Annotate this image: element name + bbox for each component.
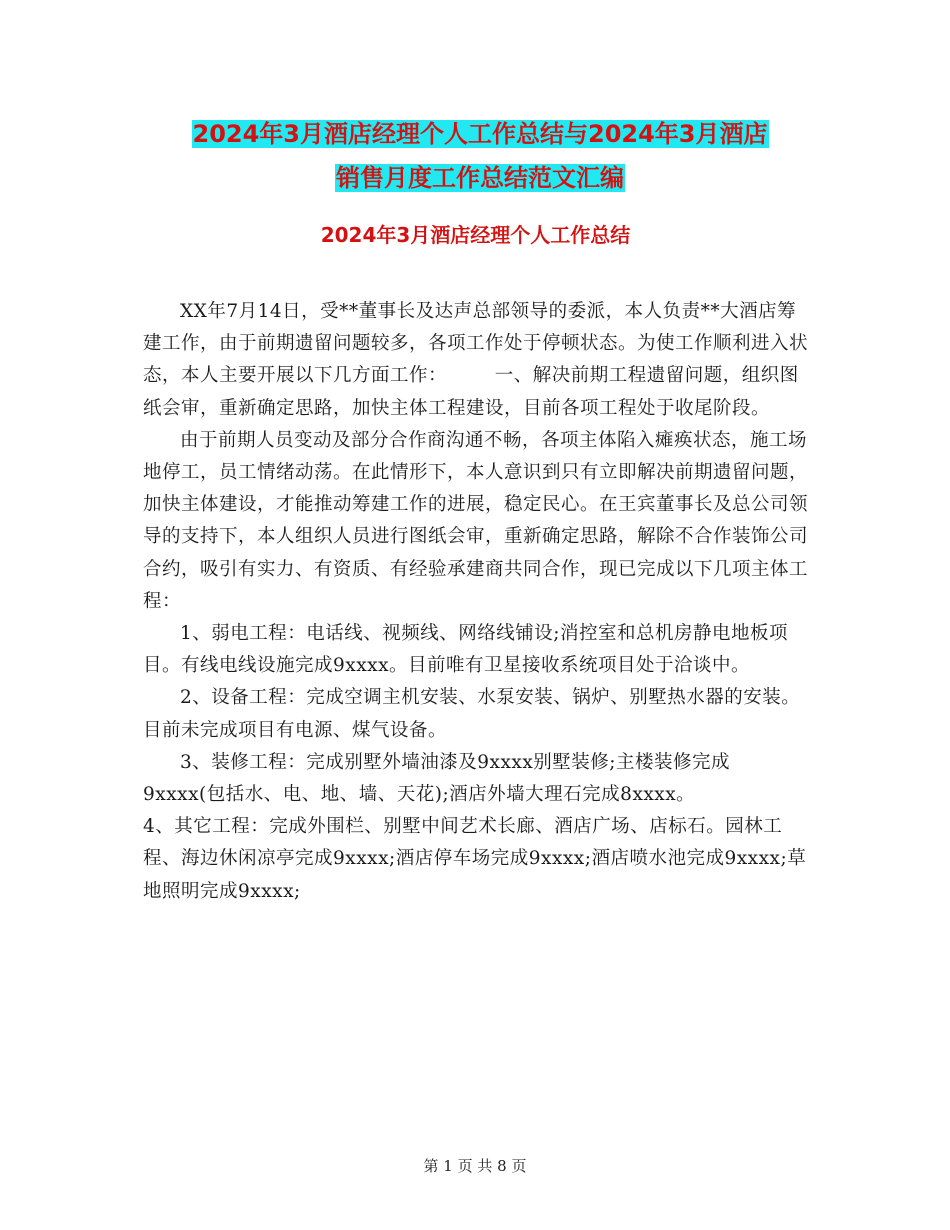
paragraph: 1、弱电工程：电话线、视频线、网络线铺设;消控室和总机房静电地板项目。有线电线设施完成9xxxx。目前唯有卫星接收系统项目处于洽谈中。 bbox=[143, 623, 789, 677]
title-line-2: 销售月度工作总结范文汇编 bbox=[336, 164, 624, 192]
paragraph: XX年7月14日，受**董事长及达声总部领导的委派，本人负责**大酒店筹建工作，由于前期遗留问题较多，各项工作处于停顿状态。为使工作顺利进入状态，本人主要开展以下几方面工作： 一、解决前期工程遗留问题，组织图纸会审，重新确定思路，加快主体工程建设，目前各项工程处于收尾阶段。 bbox=[143, 301, 809, 419]
paragraph: 4、其它工程：完成外围栏、别墅中间艺术长廊、酒店广场、店标石。园林工程、海边休闲凉亭完成9xxxx;酒店停车场完成9xxxx;酒店喷水池完成9xxxx;草地照明完成9xxxx; bbox=[143, 816, 807, 902]
title-line-1: 2024年3月酒店经理个人工作总结与2024年3月酒店 bbox=[192, 120, 768, 148]
body-text bbox=[143, 296, 808, 908]
paragraph: 3、装修工程：完成别墅外墙油漆及9xxxx别墅装修;主楼装修完成9xxxx(包括水、电、地、墙、天花);酒店外墙大理石完成8xxxx。 bbox=[143, 751, 731, 806]
paragraph: 由于前期人员变动及部分合作商沟通不畅，各项主体陷入瘫痪状态，施工场地停工，员工情绪动荡。在此情形下，本人意识到只有立即解决前期遗留问题，加快主体建设，才能推动筹建工作的进展，稳定民心。在王宾董事长及总公司领导的支持下，本人组织人员进行图纸会审，重新确定思路，解除不合作装饰公司合约，吸引有实力、有资质、有经验承建商共同合作，现已完成以下几项主体工程： bbox=[143, 429, 809, 612]
page-footer: 第 1 页 共 8 页 bbox=[423, 1157, 527, 1175]
document-title bbox=[130, 112, 830, 200]
paragraph: 2、设备工程：完成空调主机安装、水泵安装、锅炉、别墅热水器的安装。目前未完成项目有电源、煤气设备。 bbox=[143, 687, 801, 741]
section-title: 2024年3月酒店经理个人工作总结 bbox=[320, 223, 631, 247]
